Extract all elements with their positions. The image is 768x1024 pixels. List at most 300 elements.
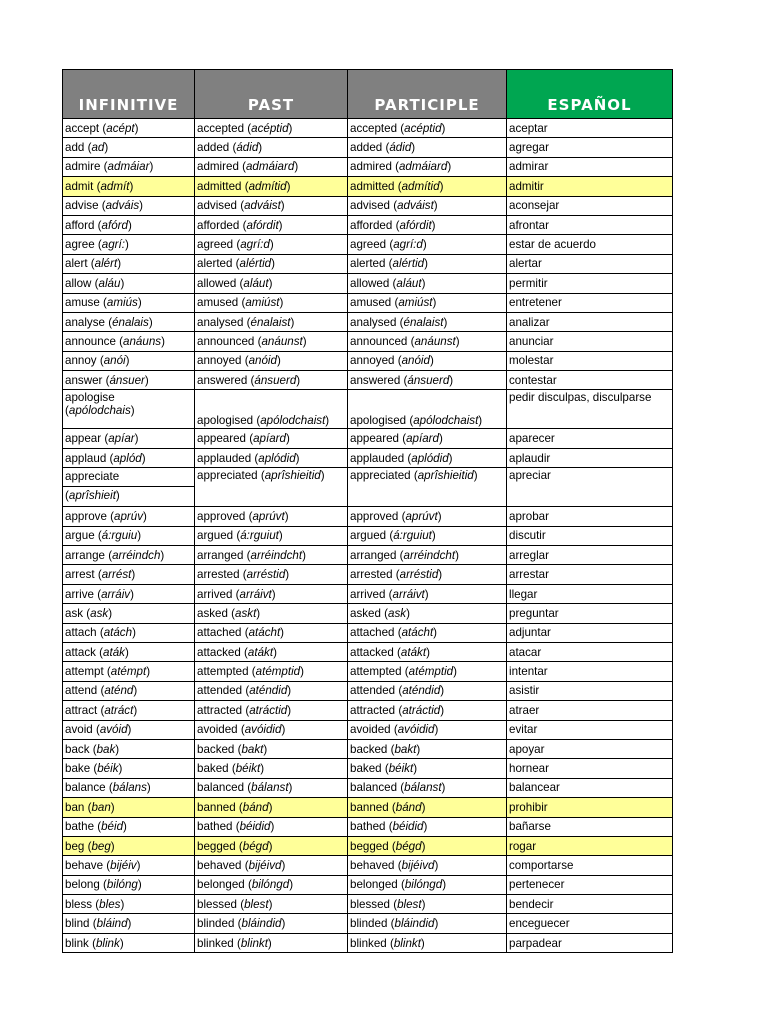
- cell-participle-word: answered: [350, 373, 401, 387]
- cell-espanol: preguntar: [507, 604, 673, 623]
- table-row: [63, 371, 673, 390]
- cell-espanol: discutir: [507, 526, 673, 545]
- cell-infinitive-word: agree: [65, 238, 95, 252]
- cell-past-word: attacked: [197, 645, 241, 659]
- cell-infinitive-word: avoid: [65, 723, 93, 737]
- cell-infinitive: arrest (arrést): [63, 565, 195, 584]
- cell-infinitive: beg (beg): [63, 836, 195, 855]
- cell-infinitive-pronunciation: apólodchais: [68, 404, 131, 418]
- cell-past-pronunciation: atákt: [247, 645, 274, 659]
- cell-infinitive-pronunciation: atráct: [104, 703, 134, 717]
- cell-infinitive-word: admire: [65, 160, 101, 174]
- cell-infinitive-word: answer: [65, 373, 103, 387]
- cell-past-pronunciation: alértid: [239, 257, 272, 271]
- cell-past-pronunciation: énalaist: [250, 315, 291, 329]
- cell-infinitive-pronunciation: bak: [96, 742, 116, 756]
- cell-infinitive-pronunciation: arrést: [101, 568, 132, 582]
- cell-participle-word: attracted: [350, 703, 396, 717]
- cell-espanol: entretener: [507, 293, 673, 312]
- cell-past-word: blinked: [197, 936, 234, 950]
- cell-participle-pronunciation: anáunst: [414, 334, 456, 348]
- cell-infinitive-pronunciation: bálans: [112, 781, 147, 795]
- table-row: [63, 856, 673, 875]
- table-row: [63, 662, 673, 681]
- cell-past: alerted (alértid): [195, 254, 348, 273]
- cell-espanol: contestar: [507, 371, 673, 390]
- table-row: [63, 933, 673, 952]
- cell-past: asked (askt): [195, 604, 348, 623]
- cell-participle-pronunciation: acéptid: [404, 121, 442, 135]
- cell-infinitive: admire (admáiar): [63, 157, 195, 176]
- cell-past-pronunciation: atácht: [248, 626, 281, 640]
- cell-infinitive-pronunciation: blink: [95, 936, 120, 950]
- cell-infinitive-word: admit: [65, 179, 94, 193]
- cell-espanol: balancear: [507, 778, 673, 797]
- cell-infinitive: approve (aprúv): [63, 507, 195, 526]
- cell-espanol: arreglar: [507, 546, 673, 565]
- cell-past: approved (aprúvt): [195, 507, 348, 526]
- cell-espanol: aprobar: [507, 507, 673, 526]
- cell-espanol: permitir: [507, 274, 673, 293]
- cell-infinitive-pronunciation: ask: [90, 606, 109, 620]
- cell-infinitive-pronunciation: arráiv: [101, 587, 131, 601]
- table-row: [63, 390, 673, 429]
- cell-infinitive-word: ask: [65, 606, 84, 620]
- cell-participle-word: baked: [350, 762, 382, 776]
- cell-participle: behaved (bijéivd): [348, 856, 507, 875]
- cell-infinitive-pronunciation: bilóng: [106, 878, 138, 892]
- cell-past-word: approved: [197, 509, 246, 523]
- cell-past-word: annoyed: [197, 354, 242, 368]
- cell-espanol: anunciar: [507, 332, 673, 351]
- cell-participle: argued (á:rguiut): [348, 526, 507, 545]
- cell-past: advised (adváist): [195, 196, 348, 215]
- table-row: [63, 701, 673, 720]
- cell-infinitive-pronunciation: admít: [100, 179, 130, 193]
- table-row: [63, 895, 673, 914]
- cell-infinitive-pronunciation: alért: [94, 257, 118, 271]
- cell-infinitive: behave (bijéiv): [63, 856, 195, 875]
- cell-past-pronunciation: béikt: [235, 762, 261, 776]
- cell-participle: attacked (atákt): [348, 642, 507, 661]
- cell-participle-pronunciation: bilóngd: [404, 878, 443, 892]
- table-row: [63, 778, 673, 797]
- table-row: [63, 642, 673, 661]
- cell-infinitive-word: argue: [65, 529, 95, 543]
- cell-infinitive-pronunciation: amiús: [106, 296, 138, 310]
- cell-infinitive: accept (acépt): [63, 119, 195, 138]
- cell-infinitive-word: accept: [65, 121, 100, 135]
- cell-infinitive-pronunciation: béik: [97, 762, 119, 776]
- cell-participle: attended (aténdid): [348, 681, 507, 700]
- cell-past-word: afforded: [197, 218, 240, 232]
- cell-infinitive-word: attach: [65, 626, 97, 640]
- table-row: [63, 274, 673, 293]
- cell-past-pronunciation: askt: [235, 606, 257, 620]
- cell-past-word: attended: [197, 684, 243, 698]
- cell-past: accepted (acéptid): [195, 119, 348, 138]
- cell-participle-word: bathed: [350, 820, 386, 834]
- cell-participle-word: added: [350, 141, 383, 155]
- cell-infinitive: appear (apíar): [63, 429, 195, 448]
- cell-past-word: attached: [197, 626, 242, 640]
- cell-past-pronunciation: aprîshieitid: [264, 469, 321, 483]
- cell-past-word: answered: [197, 373, 248, 387]
- cell-participle-word: alerted: [350, 257, 386, 271]
- cell-infinitive-word: balance: [65, 781, 106, 795]
- cell-participle-word: approved: [350, 509, 399, 523]
- cell-participle-pronunciation: admáiard: [398, 160, 448, 174]
- cell-past: allowed (aláut): [195, 274, 348, 293]
- cell-past-word: appeared: [197, 432, 246, 446]
- cell-participle-pronunciation: apíard: [406, 432, 439, 446]
- cell-infinitive-pronunciation: aprîshieit: [68, 489, 116, 503]
- cell-past: backed (bakt): [195, 739, 348, 758]
- cell-past-word: begged: [197, 839, 236, 853]
- cell-participle-pronunciation: aténdid: [402, 684, 441, 698]
- cell-espanol: enceguecer: [507, 914, 673, 933]
- cell-past-pronunciation: aláut: [243, 276, 269, 290]
- cell-past-word: balanced: [197, 781, 245, 795]
- cell-infinitive-word: afford: [65, 218, 95, 232]
- cell-infinitive-word: belong: [65, 878, 100, 892]
- cell-infinitive-word: beg: [65, 839, 85, 853]
- cell-past: applauded (aplódid): [195, 448, 348, 467]
- cell-past: afforded (afórdit): [195, 215, 348, 234]
- cell-infinitive-word: amuse: [65, 296, 100, 310]
- table-row: [63, 293, 673, 312]
- cell-espanol: afrontar: [507, 215, 673, 234]
- table-row: [63, 720, 673, 739]
- table-row: [63, 235, 673, 254]
- cell-past-pronunciation: apólodchaist: [260, 414, 326, 428]
- cell-participle-word: attached: [350, 626, 395, 640]
- cell-past: attached (atácht): [195, 623, 348, 642]
- table-row: [63, 312, 673, 331]
- cell-espanol: aparecer: [507, 429, 673, 448]
- cell-participle: appreciated (aprîshieitid): [348, 468, 507, 507]
- table-body: [63, 119, 673, 953]
- cell-past-word: backed: [197, 742, 235, 756]
- header-row: [63, 70, 673, 119]
- cell-infinitive-pronunciation: adváis: [105, 199, 140, 213]
- cell-past: blinked (blinkt): [195, 933, 348, 952]
- header-espanol: ESPAÑOL: [507, 70, 673, 119]
- cell-participle-word: attended: [350, 684, 396, 698]
- verb-table: [62, 69, 673, 953]
- cell-participle: applauded (aplódid): [348, 448, 507, 467]
- cell-infinitive-pronunciation: beg: [91, 839, 111, 853]
- cell-infinitive-pronunciation: ad: [91, 141, 105, 155]
- cell-infinitive-pronunciation: arréindch: [112, 548, 161, 562]
- cell-infinitive-word: bless: [65, 897, 93, 911]
- cell-participle-pronunciation: blest: [397, 897, 422, 911]
- cell-participle: begged (bégd): [348, 836, 507, 855]
- cell-participle-pronunciation: bakt: [394, 742, 417, 756]
- cell-participle-pronunciation: bálanst: [404, 781, 442, 795]
- cell-participle-pronunciation: anóid: [401, 354, 430, 368]
- cell-participle: backed (bakt): [348, 739, 507, 758]
- cell-participle-pronunciation: adváist: [397, 199, 434, 213]
- cell-infinitive-pronunciation: aplód: [113, 451, 142, 465]
- table-row: [63, 798, 673, 817]
- cell-espanol: llegar: [507, 584, 673, 603]
- cell-infinitive-word: attract: [65, 703, 98, 717]
- cell-past: arrested (arréstid): [195, 565, 348, 584]
- cell-infinitive-word: blind: [65, 917, 90, 931]
- cell-infinitive-pronunciation: admáiar: [107, 160, 150, 174]
- cell-participle-word: balanced: [350, 781, 398, 795]
- cell-espanol: admitir: [507, 177, 673, 196]
- cell-participle-word: blessed: [350, 897, 390, 911]
- cell-infinitive-pronunciation: ban: [91, 800, 111, 814]
- cell-past: admired (admáiard): [195, 157, 348, 176]
- cell-past-pronunciation: apíard: [253, 432, 286, 446]
- cell-participle-word: announced: [350, 334, 408, 348]
- cell-participle: agreed (agrí:d): [348, 235, 507, 254]
- cell-participle-word: accepted: [350, 121, 398, 135]
- cell-past-pronunciation: adváist: [244, 199, 281, 213]
- cell-participle-word: attacked: [350, 645, 394, 659]
- table-row: [63, 836, 673, 855]
- cell-participle-word: blinked: [350, 936, 387, 950]
- cell-participle: apologised (apólodchaist): [348, 390, 507, 429]
- cell-participle-pronunciation: béidid: [392, 820, 424, 834]
- cell-past-word: arrested: [197, 568, 240, 582]
- cell-infinitive: amuse (amiús): [63, 293, 195, 312]
- cell-participle-word: annoyed: [350, 354, 395, 368]
- table-row: [63, 546, 673, 565]
- cell-participle: arrested (arréstid): [348, 565, 507, 584]
- cell-infinitive-pron-line: (apólodchais): [65, 404, 135, 418]
- cell-infinitive: answer (ánsuer): [63, 371, 195, 390]
- cell-past-pronunciation: béidid: [239, 820, 271, 834]
- cell-past: attracted (atráctid): [195, 701, 348, 720]
- cell-past-word: argued: [197, 529, 234, 543]
- cell-past-pronunciation: blinkt: [240, 936, 268, 950]
- cell-past-pronunciation: agrí:d: [240, 238, 270, 252]
- cell-participle-word: agreed: [350, 238, 387, 252]
- cell-participle-pronunciation: bijéivd: [401, 858, 435, 872]
- cell-past: balanced (bálanst): [195, 778, 348, 797]
- cell-participle: appeared (apíard): [348, 429, 507, 448]
- cell-espanol: adjuntar: [507, 623, 673, 642]
- cell-past-word: baked: [197, 762, 229, 776]
- cell-participle: baked (béikt): [348, 759, 507, 778]
- cell-infinitive: attract (atráct): [63, 701, 195, 720]
- cell-participle: arrived (arráivt): [348, 584, 507, 603]
- cell-participle-word: belonged: [350, 878, 398, 892]
- cell-infinitive-pronunciation: atémpt: [110, 665, 147, 679]
- table-row: [63, 507, 673, 526]
- cell-past: baked (béikt): [195, 759, 348, 778]
- cell-infinitive: agree (agrí:): [63, 235, 195, 254]
- cell-infinitive-pronunciation: aprúv: [114, 509, 144, 523]
- cell-past: arrived (arráivt): [195, 584, 348, 603]
- cell-participle-pronunciation: aprúvt: [405, 509, 438, 523]
- cell-past-word: announced: [197, 334, 255, 348]
- cell-past-pronunciation: bijéivd: [248, 858, 282, 872]
- cell-past: added (ádid): [195, 138, 348, 157]
- cell-infinitive-pronunciation: apíar: [108, 432, 135, 446]
- cell-participle-pronunciation: afórdit: [399, 218, 432, 232]
- cell-participle-pronunciation: bánd: [395, 800, 422, 814]
- cell-past-word: bathed: [197, 820, 233, 834]
- cell-participle-pronunciation: ánsuerd: [407, 373, 450, 387]
- cell-espanol: admirar: [507, 157, 673, 176]
- cell-participle-pronunciation: arréstid: [399, 568, 439, 582]
- cell-past: attacked (atákt): [195, 642, 348, 661]
- cell-espanol: evitar: [507, 720, 673, 739]
- cell-espanol: apreciar: [507, 468, 673, 507]
- cell-past-word: attracted: [197, 703, 243, 717]
- table-row: [63, 875, 673, 894]
- cell-participle-word: avoided: [350, 723, 391, 737]
- cell-past: amused (amiúst): [195, 293, 348, 312]
- cell-participle-word: begged: [350, 839, 389, 853]
- cell-infinitive-word: ban: [65, 800, 85, 814]
- cell-past: bathed (béidid): [195, 817, 348, 836]
- cell-infinitive: ask (ask): [63, 604, 195, 623]
- cell-infinitive-pronunciation: bijéiv: [110, 858, 137, 872]
- cell-infinitive-word: behave: [65, 858, 104, 872]
- cell-infinitive: belong (bilóng): [63, 875, 195, 894]
- cell-participle: arranged (arréindcht): [348, 546, 507, 565]
- cell-infinitive-word: bathe: [65, 820, 95, 834]
- cell-infinitive: bake (béik): [63, 759, 195, 778]
- cell-participle-pronunciation: arréindcht: [403, 548, 456, 562]
- cell-participle: afforded (afórdit): [348, 215, 507, 234]
- cell-participle-pronunciation: atémptid: [408, 665, 454, 679]
- cell-espanol: estar de acuerdo: [507, 235, 673, 254]
- cell-participle-pronunciation: agrí:d: [393, 238, 423, 252]
- cell-infinitive: announce (anáuns): [63, 332, 195, 351]
- cell-infinitive: allow (aláu): [63, 274, 195, 293]
- cell-infinitive: arrange (arréindch): [63, 546, 195, 565]
- cell-infinitive: admit (admít): [63, 177, 195, 196]
- cell-past-word: banned: [197, 800, 236, 814]
- cell-infinitive: alert (alért): [63, 254, 195, 273]
- cell-participle-pronunciation: apólodchaist: [413, 414, 479, 428]
- header-infinitive: INFINITIVE: [63, 70, 195, 119]
- header-participle: PARTICIPLE: [348, 70, 507, 119]
- cell-participle: belonged (bilóngd): [348, 875, 507, 894]
- cell-participle-word: allowed: [350, 276, 390, 290]
- cell-infinitive-pronunciation: afórd: [101, 218, 128, 232]
- cell-participle: attempted (atémptid): [348, 662, 507, 681]
- cell-espanol: agregar: [507, 138, 673, 157]
- cell-infinitive: blind (bláind): [63, 914, 195, 933]
- cell-espanol: bendecir: [507, 895, 673, 914]
- cell-past: answered (ánsuerd): [195, 371, 348, 390]
- cell-past-pronunciation: aprúvt: [252, 509, 285, 523]
- table-row: [63, 759, 673, 778]
- cell-infinitive: argue (á:rguiu): [63, 526, 195, 545]
- cell-past-word: added: [197, 141, 230, 155]
- cell-past-pronunciation: admáiard: [245, 160, 295, 174]
- cell-past-pronunciation: atráctid: [249, 703, 288, 717]
- cell-past-word: amused: [197, 296, 239, 310]
- cell-infinitive-word: arrange: [65, 548, 105, 562]
- cell-participle: announced (anáunst): [348, 332, 507, 351]
- cell-past-word: allowed: [197, 276, 237, 290]
- cell-past: agreed (agrí:d): [195, 235, 348, 254]
- cell-infinitive-word: alert: [65, 257, 88, 271]
- cell-espanol: pertenecer: [507, 875, 673, 894]
- header-past: PAST: [195, 70, 348, 119]
- table-row: [63, 157, 673, 176]
- cell-participle: annoyed (anóid): [348, 351, 507, 370]
- table-row: [63, 914, 673, 933]
- cell-infinitive: annoy (anói): [63, 351, 195, 370]
- cell-past: avoided (avóidid): [195, 720, 348, 739]
- cell-espanol: aceptar: [507, 119, 673, 138]
- cell-infinitive-word: add: [65, 141, 85, 155]
- cell-past-word: asked: [197, 606, 228, 620]
- cell-past-pronunciation: atémptid: [255, 665, 301, 679]
- cell-past-word: avoided: [197, 723, 238, 737]
- cell-participle-pronunciation: ádid: [389, 141, 412, 155]
- cell-infinitive: applaud (aplód): [63, 448, 195, 467]
- cell-past-word: appreciated: [197, 469, 258, 483]
- cell-infinitive-pronunciation: aláu: [98, 276, 121, 290]
- cell-espanol: rogar: [507, 836, 673, 855]
- cell-infinitive-word: apologise: [65, 391, 115, 405]
- cell-participle-pronunciation: atákt: [400, 645, 427, 659]
- cell-participle: attached (atácht): [348, 623, 507, 642]
- cell-participle-pronunciation: béikt: [388, 762, 414, 776]
- cell-past-pronunciation: ádid: [236, 141, 259, 155]
- cell-past-pronunciation: aténdid: [249, 684, 288, 698]
- cell-infinitive-word: arrest: [65, 568, 95, 582]
- cell-infinitive: bathe (béid): [63, 817, 195, 836]
- table-row: [63, 448, 673, 467]
- table-row: [63, 526, 673, 545]
- cell-infinitive-pronunciation: anói: [103, 354, 126, 368]
- cell-past: argued (á:rguiut): [195, 526, 348, 545]
- cell-infinitive-word: applaud: [65, 451, 107, 465]
- table-row: [63, 565, 673, 584]
- cell-past-pronunciation: bégd: [242, 839, 269, 853]
- cell-infinitive-pronunciation: acépt: [106, 121, 135, 135]
- cell-infinitive: attach (atách): [63, 623, 195, 642]
- cell-participle: attracted (atráctid): [348, 701, 507, 720]
- cell-infinitive: [63, 468, 195, 507]
- cell-participle-pronunciation: aprîshieitid: [417, 469, 474, 483]
- cell-participle: amused (amiúst): [348, 293, 507, 312]
- cell-participle: alerted (alértid): [348, 254, 507, 273]
- cell-past-pronunciation: aplódid: [258, 451, 296, 465]
- cell-infinitive-word: announce: [65, 334, 116, 348]
- cell-infinitive: back (bak): [63, 739, 195, 758]
- cell-past: admitted (admítid): [195, 177, 348, 196]
- cell-espanol: parpadear: [507, 933, 673, 952]
- table-row: [63, 429, 673, 448]
- cell-past: banned (bánd): [195, 798, 348, 817]
- cell-espanol: atraer: [507, 701, 673, 720]
- cell-infinitive: balance (bálans): [63, 778, 195, 797]
- cell-participle: analysed (énalaist): [348, 312, 507, 331]
- cell-past-word: accepted: [197, 121, 245, 135]
- cell-past-pronunciation: avóidid: [244, 723, 282, 737]
- cell-participle: answered (ánsuerd): [348, 371, 507, 390]
- cell-espanol: prohibir: [507, 798, 673, 817]
- cell-past-pronunciation: arréstid: [246, 568, 286, 582]
- cell-infinitive: avoid (avóid): [63, 720, 195, 739]
- cell-infinitive-word: analyse: [65, 315, 105, 329]
- cell-participle: banned (bánd): [348, 798, 507, 817]
- cell-infinitive-word: attempt: [65, 665, 104, 679]
